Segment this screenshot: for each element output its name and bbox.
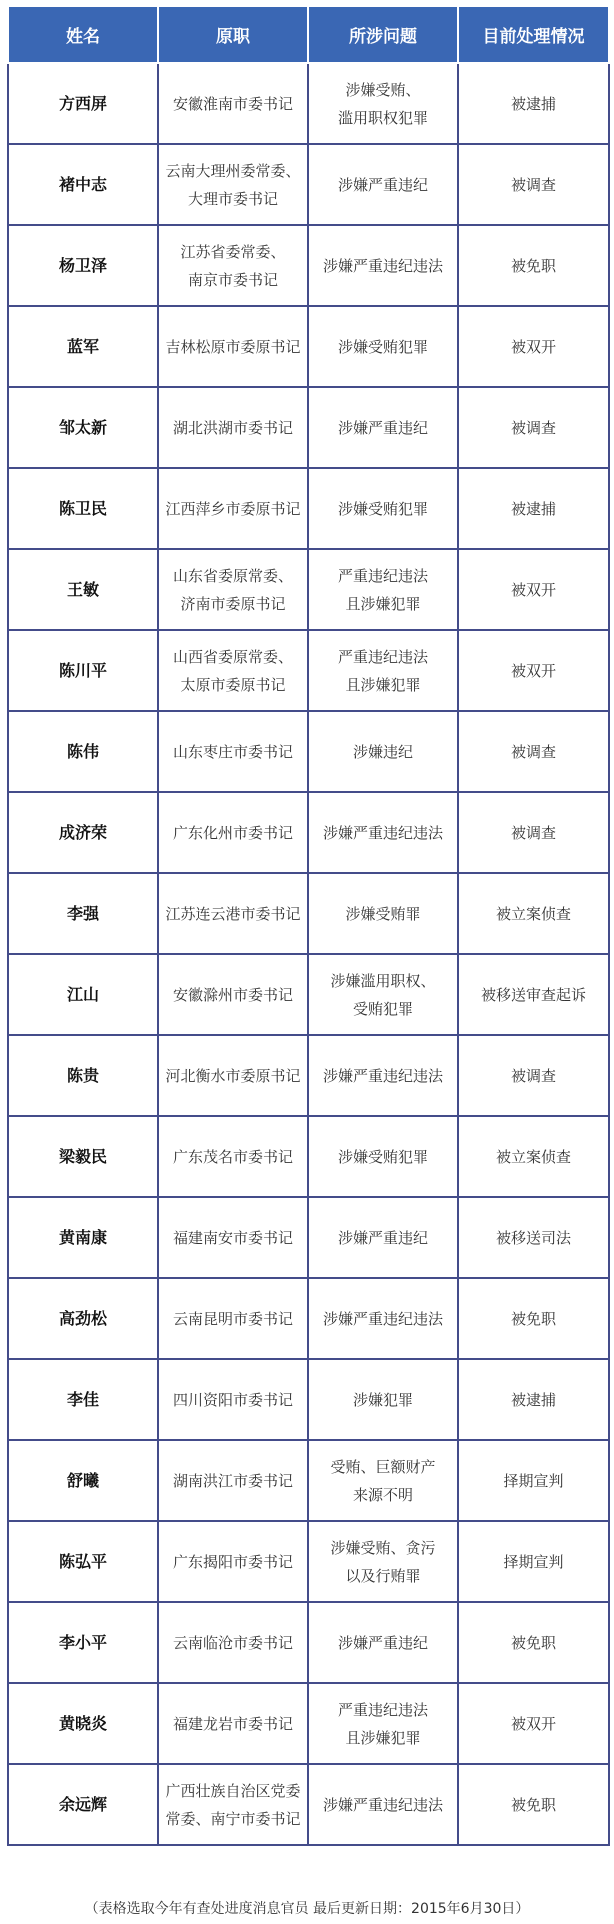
issue-cell: 涉嫌严重违纪 xyxy=(308,1602,458,1683)
position-cell: 四川资阳市委书记 xyxy=(158,1359,308,1440)
position-cell: 江苏连云港市委书记 xyxy=(158,873,308,954)
status-cell: 被逮捕 xyxy=(458,468,609,549)
header-status: 目前处理情况 xyxy=(458,6,609,63)
officials-table xyxy=(7,5,610,1846)
name-cell: 陈贵 xyxy=(8,1035,158,1116)
status-cell: 被立案侦查 xyxy=(458,873,609,954)
table-row xyxy=(8,63,609,144)
table-row xyxy=(8,549,609,630)
name-cell: 陈川平 xyxy=(8,630,158,711)
name-cell: 舒曦 xyxy=(8,1440,158,1521)
issue-cell: 涉嫌受贿犯罪 xyxy=(308,306,458,387)
status-cell: 被双开 xyxy=(458,549,609,630)
position-cell: 湖北洪湖市委书记 xyxy=(158,387,308,468)
position-cell: 广东化州市委书记 xyxy=(158,792,308,873)
issue-cell: 受贿、巨额财产 来源不明 xyxy=(308,1440,458,1521)
table-footnote: （表格选取今年有查处进度消息官员 最后更新日期：2015年6月30日） xyxy=(84,1901,530,1917)
table-row xyxy=(8,1764,609,1845)
table-row xyxy=(8,225,609,306)
name-cell: 陈卫民 xyxy=(8,468,158,549)
name-cell: 李强 xyxy=(8,873,158,954)
status-cell: 被免职 xyxy=(458,1278,609,1359)
status-cell: 择期宣判 xyxy=(458,1440,609,1521)
status-cell: 被逮捕 xyxy=(458,63,609,144)
position-cell: 安徽滁州市委书记 xyxy=(158,954,308,1035)
status-cell: 被立案侦查 xyxy=(458,1116,609,1197)
issue-cell: 涉嫌受贿犯罪 xyxy=(308,1116,458,1197)
position-cell: 山东省委原常委、 济南市委原书记 xyxy=(158,549,308,630)
header-issue: 所涉问题 xyxy=(308,6,458,63)
status-cell: 被调查 xyxy=(458,387,609,468)
status-cell: 被免职 xyxy=(458,1764,609,1845)
issue-cell: 涉嫌严重违纪违法 xyxy=(308,225,458,306)
name-cell: 李小平 xyxy=(8,1602,158,1683)
status-cell: 被调查 xyxy=(458,792,609,873)
name-cell: 余远辉 xyxy=(8,1764,158,1845)
issue-cell: 涉嫌滥用职权、 受贿犯罪 xyxy=(308,954,458,1035)
name-cell: 黄南康 xyxy=(8,1197,158,1278)
position-cell: 吉林松原市委原书记 xyxy=(158,306,308,387)
table-row xyxy=(8,1278,609,1359)
name-cell: 陈弘平 xyxy=(8,1521,158,1602)
issue-cell: 涉嫌严重违纪 xyxy=(308,1197,458,1278)
issue-cell: 涉嫌受贿犯罪 xyxy=(308,468,458,549)
status-cell: 被移送司法 xyxy=(458,1197,609,1278)
name-cell: 王敏 xyxy=(8,549,158,630)
name-cell: 蓝军 xyxy=(8,306,158,387)
position-cell: 江西萍乡市委原书记 xyxy=(158,468,308,549)
table-row xyxy=(8,1359,609,1440)
table-row xyxy=(8,873,609,954)
name-cell: 江山 xyxy=(8,954,158,1035)
table-row xyxy=(8,711,609,792)
table-row xyxy=(8,306,609,387)
status-cell: 被免职 xyxy=(458,225,609,306)
issue-cell: 涉嫌严重违纪 xyxy=(308,144,458,225)
table-row xyxy=(8,1197,609,1278)
position-cell: 福建南安市委书记 xyxy=(158,1197,308,1278)
issue-cell: 涉嫌严重违纪 xyxy=(308,387,458,468)
name-cell: 方西屏 xyxy=(8,63,158,144)
position-cell: 山东枣庄市委书记 xyxy=(158,711,308,792)
status-cell: 被移送审查起诉 xyxy=(458,954,609,1035)
status-cell: 被调查 xyxy=(458,711,609,792)
status-cell: 被调查 xyxy=(458,144,609,225)
issue-cell: 严重违纪违法 且涉嫌犯罪 xyxy=(308,1683,458,1764)
position-cell: 安徽淮南市委书记 xyxy=(158,63,308,144)
position-cell: 广西壮族自治区党委 常委、南宁市委书记 xyxy=(158,1764,308,1845)
table-row xyxy=(8,630,609,711)
position-cell: 云南大理州委常委、 大理市委书记 xyxy=(158,144,308,225)
name-cell: 杨卫泽 xyxy=(8,225,158,306)
status-cell: 被双开 xyxy=(458,306,609,387)
status-cell: 被免职 xyxy=(458,1602,609,1683)
position-cell: 福建龙岩市委书记 xyxy=(158,1683,308,1764)
issue-cell: 涉嫌严重违纪违法 xyxy=(308,792,458,873)
table-row xyxy=(8,954,609,1035)
table-row xyxy=(8,1035,609,1116)
position-cell: 湖南洪江市委书记 xyxy=(158,1440,308,1521)
status-cell: 被双开 xyxy=(458,1683,609,1764)
name-cell: 高劲松 xyxy=(8,1278,158,1359)
issue-cell: 涉嫌犯罪 xyxy=(308,1359,458,1440)
issue-cell: 涉嫌严重违纪违法 xyxy=(308,1764,458,1845)
header-position: 原职 xyxy=(158,6,308,63)
issue-cell: 涉嫌受贿、贪污 以及行贿罪 xyxy=(308,1521,458,1602)
table-header-row xyxy=(8,6,609,63)
position-cell: 江苏省委常委、 南京市委书记 xyxy=(158,225,308,306)
name-cell: 成济荣 xyxy=(8,792,158,873)
name-cell: 褚中志 xyxy=(8,144,158,225)
table-row xyxy=(8,387,609,468)
table-row xyxy=(8,1521,609,1602)
name-cell: 邹太新 xyxy=(8,387,158,468)
table-row xyxy=(8,1440,609,1521)
table-row xyxy=(8,144,609,225)
issue-cell: 涉嫌受贿罪 xyxy=(308,873,458,954)
status-cell: 被双开 xyxy=(458,630,609,711)
issue-cell: 涉嫌严重违纪违法 xyxy=(308,1278,458,1359)
table-row xyxy=(8,1683,609,1764)
table-row xyxy=(8,792,609,873)
table-row xyxy=(8,468,609,549)
table-body xyxy=(8,63,609,1845)
position-cell: 河北衡水市委原书记 xyxy=(158,1035,308,1116)
status-cell: 择期宣判 xyxy=(458,1521,609,1602)
name-cell: 陈伟 xyxy=(8,711,158,792)
header-name: 姓名 xyxy=(8,6,158,63)
table-row xyxy=(8,1116,609,1197)
issue-cell: 严重违纪违法 且涉嫌犯罪 xyxy=(308,630,458,711)
issue-cell: 严重违纪违法 且涉嫌犯罪 xyxy=(308,549,458,630)
position-cell: 云南昆明市委书记 xyxy=(158,1278,308,1359)
issue-cell: 涉嫌严重违纪违法 xyxy=(308,1035,458,1116)
position-cell: 广东茂名市委书记 xyxy=(158,1116,308,1197)
issue-cell: 涉嫌违纪 xyxy=(308,711,458,792)
issue-cell: 涉嫌受贿、 滥用职权犯罪 xyxy=(308,63,458,144)
table-row xyxy=(8,1602,609,1683)
position-cell: 广东揭阳市委书记 xyxy=(158,1521,308,1602)
name-cell: 黄晓炎 xyxy=(8,1683,158,1764)
name-cell: 梁毅民 xyxy=(8,1116,158,1197)
name-cell: 李佳 xyxy=(8,1359,158,1440)
status-cell: 被逮捕 xyxy=(458,1359,609,1440)
position-cell: 山西省委原常委、 太原市委原书记 xyxy=(158,630,308,711)
status-cell: 被调查 xyxy=(458,1035,609,1116)
position-cell: 云南临沧市委书记 xyxy=(158,1602,308,1683)
